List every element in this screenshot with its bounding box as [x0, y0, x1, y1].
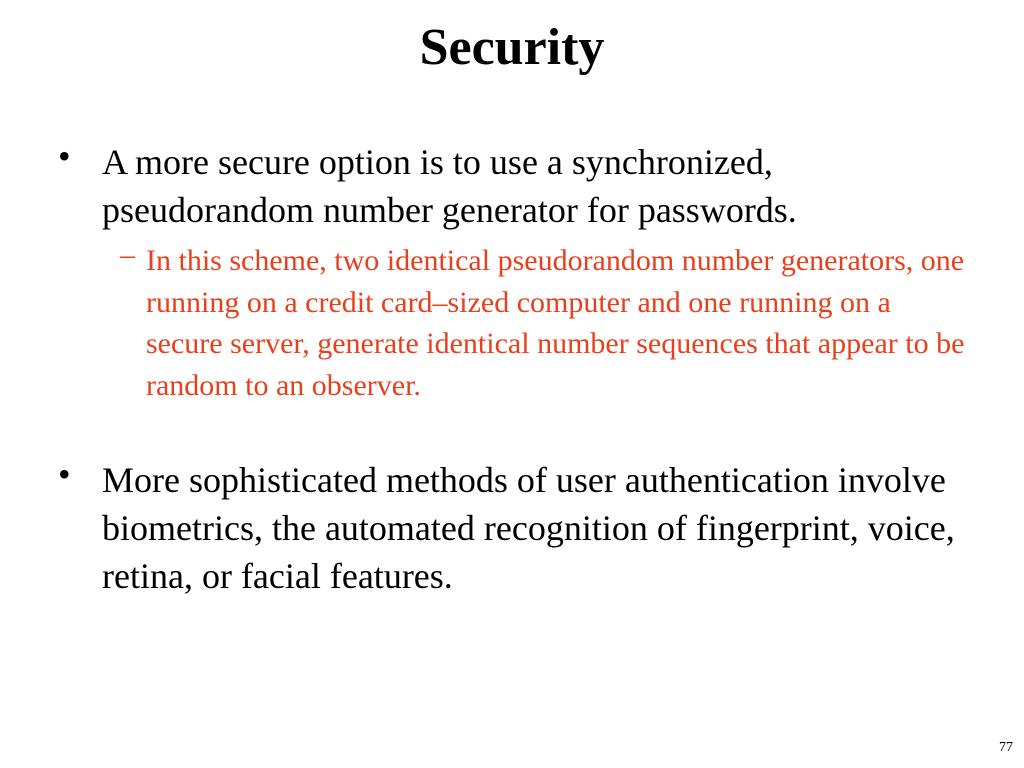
bullet-marker-1: • — [58, 136, 71, 176]
bullet-item-2 — [58, 454, 982, 600]
sub-bullet-text: In this scheme, two identical pseudorandom number generators, one running on a credit card–sized computer and one running on a secure server, generate identical number sequences that appear to be random to an observer. — [146, 244, 965, 402]
bullet-text-1: A more secure option is to use a synchronized, pseudorandom number generator for passwords. — [102, 142, 797, 230]
slide-title: Security — [419, 19, 605, 76]
page-number: 77 — [999, 740, 1013, 755]
bullet-text-2: More sophisticated methods of user authentication involve biometrics, the automated recognition of fingerprint, voice, retina, or facial features. — [102, 460, 955, 596]
bullet-marker-2: • — [58, 454, 71, 494]
sub-bullet-marker: – — [120, 238, 135, 271]
sub-bullet-item — [120, 238, 966, 406]
bullet-item-1 — [58, 136, 982, 234]
